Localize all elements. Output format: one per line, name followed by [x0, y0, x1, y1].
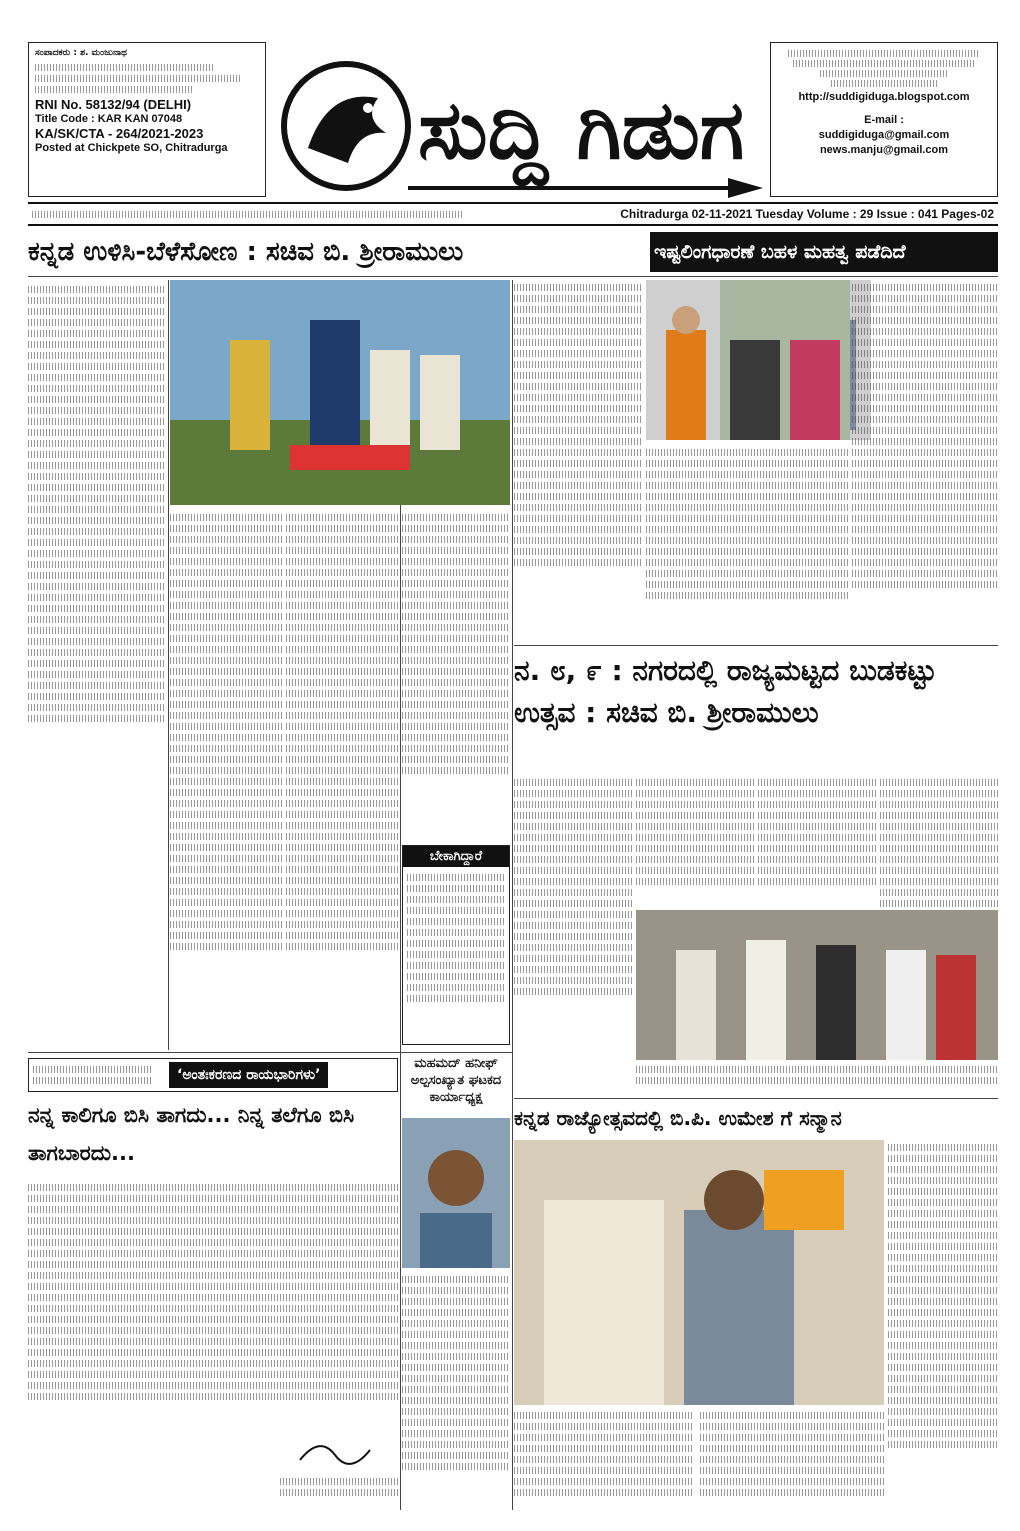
- profile-name: ಮಹಮದ್ ಹನೀಫ್: [414, 1056, 498, 1071]
- wanted-box: [402, 845, 510, 1045]
- email-label: E-mail :: [864, 114, 904, 126]
- column-signature: [280, 1430, 398, 1510]
- headline-tribal-festival: ನ. ೮, ೯ : ನಗರದಲ್ಲಿ ರಾಜ್ಯಮಟ್ಟದ ಬುಡಕಟ್ಟು ಉತ್ಸವ : ಸಚಿವ ಬಿ. ಶ್ರೀರಾಮುಲು: [514, 654, 937, 729]
- headline-umesh-felicitation: ಕನ್ನಡ ರಾಜ್ಯೋತ್ಸವದಲ್ಲಿ ಬಿ.ಪಿ. ಉಮೇಶ ಗೆ ಸನ್ಮಾನ: [514, 1106, 842, 1130]
- dateline-english: Chitradurga 02-11-2021 Tuesday Volume : 29 Issue : 041 Pages-02: [620, 207, 994, 221]
- article-1-column-3: [286, 510, 398, 1050]
- column-series-bar: [28, 1058, 398, 1092]
- photo-flag-hoisting: [170, 280, 510, 505]
- newspaper-title: ಸುದ್ದಿ ಗಿಡುಗ: [418, 83, 745, 178]
- column-series-title: ‘ಅಂತಃಕರಣದ ರಾಯಭಾರಿಗಳು’: [169, 1062, 328, 1088]
- article-3-column-3: [758, 775, 876, 905]
- photo-felicitation-event: [636, 910, 998, 1060]
- article-4-column-right: [888, 1140, 998, 1510]
- article-3-column-1: [514, 775, 632, 1045]
- postal-registration: KA/SK/CTA - 264/2021-2023: [35, 126, 204, 141]
- headline-kannada-rajyotsava: ಕನ್ನಡ ಉಳಿಸಿ-ಬೆಳೆಸೋಣ : ಸಚಿವ ಬಿ. ಶ್ರೀರಾಮುಲು: [28, 237, 464, 267]
- article-4-column-1: [514, 1408, 694, 1513]
- newspaper-logo: [268, 38, 768, 203]
- article-1-column-2: [170, 510, 282, 1050]
- dateline-bar: [28, 202, 998, 226]
- title-code: Title Code : KAR KAN 07048: [35, 113, 183, 125]
- article-2-column-1: [514, 280, 642, 640]
- column-body: [28, 1180, 398, 1430]
- photo-caption-event: [636, 1062, 998, 1098]
- article-4-column-2: [700, 1408, 884, 1513]
- article-1-column-1: [28, 282, 166, 802]
- photo-profile: [402, 1118, 510, 1268]
- profile-heading: [402, 1055, 510, 1115]
- email-address-1[interactable]: suddigiduga@gmail.com: [818, 129, 950, 141]
- article-1-column-4: [402, 510, 510, 840]
- article-2-columns-lower: [646, 445, 848, 640]
- article-3-column-2: [636, 775, 754, 905]
- blog-url[interactable]: http://suddigiduga.blogspot.com: [798, 91, 970, 103]
- rni-number: RNI No. 58132/94 (DELHI): [35, 97, 192, 112]
- editor-label: ಸಂಪಾದಕರು : ಶ. ಮಂಜುನಾಥ: [35, 48, 128, 58]
- headline-ishtalinga: ಇಷ್ಟಲಿಂಗಧಾರಣೆ ಬಹಳ ಮಹತ್ವ ಪಡೆದಿದೆ: [650, 232, 998, 272]
- column-headline: ನನ್ನ ಕಾಲಿಗೂ ಬಿಸಿ ತಾಗದು... ನಿನ್ನ ತಲೆಗೂ ಬಿಸಿ ತಾಗಬಾರದು...: [28, 1103, 355, 1165]
- masthead-right-panel: [770, 42, 998, 197]
- wanted-title: ಬೇಕಾಗಿದ್ದಾರೆ: [403, 846, 509, 867]
- article-2-column-right: [852, 280, 998, 660]
- posted-at: Posted at Chickpete SO, Chitradurga: [35, 142, 228, 154]
- photo-umesh-felicitation: [514, 1140, 884, 1405]
- photo-couple-garlanded: [720, 280, 850, 440]
- profile-role: ಅಲ್ಪಸಂಖ್ಯಾತ ಘಟಕದ ಕಾರ್ಯಾಧ್ಯಕ್ಷ: [410, 1073, 502, 1105]
- hawk-logo-icon: [268, 38, 768, 203]
- email-address-2[interactable]: news.manju@gmail.com: [819, 144, 949, 156]
- masthead-left-panel: [28, 42, 266, 197]
- signature-icon: [280, 1430, 398, 1470]
- profile-article: [402, 1272, 510, 1512]
